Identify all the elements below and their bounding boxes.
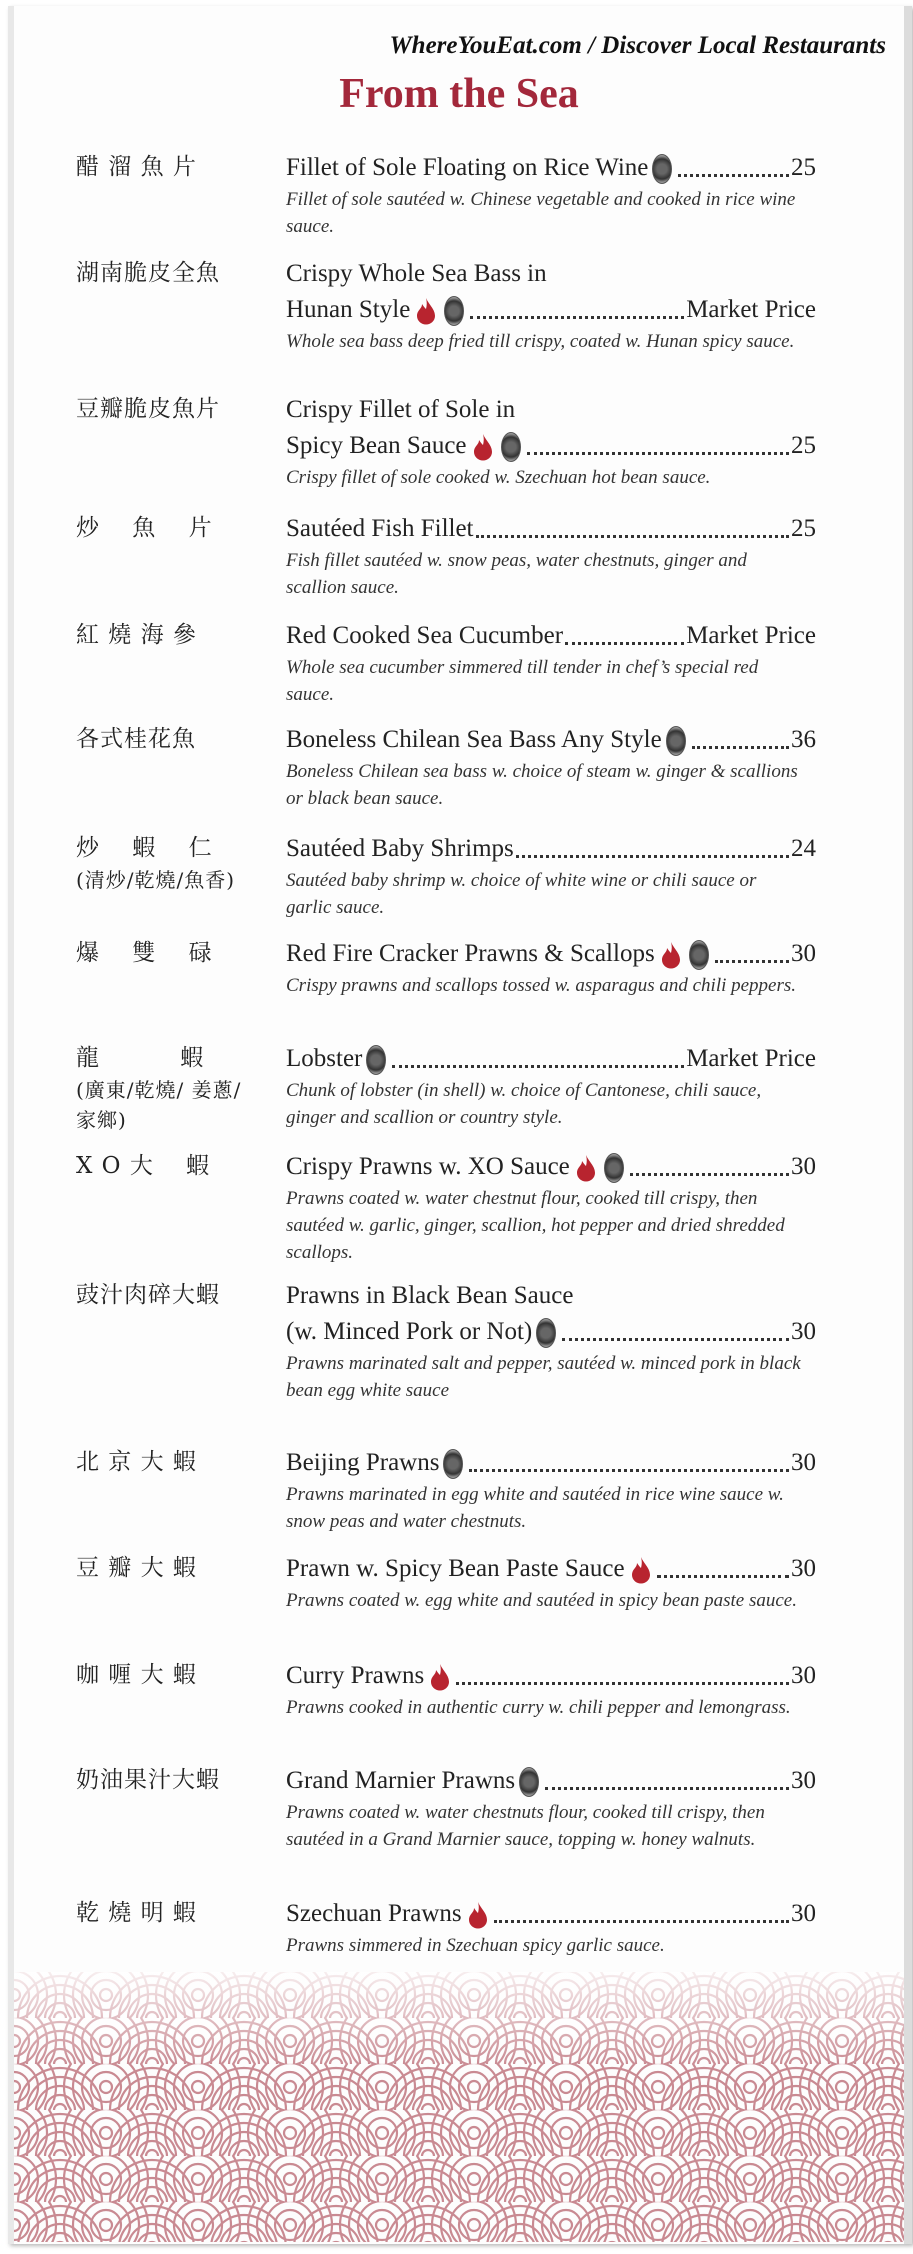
item-name-line [286,618,816,654]
site-banner: WhereYouEat.com / Discover Local Restaurants [389,32,886,59]
item-name: (w. Minced Pork or Not) [286,1318,533,1345]
item-name: Crispy Prawns w. XO Sauce [286,1153,570,1180]
item-chinese-name [76,256,261,290]
item-name: Sautéed Fish Fillet [286,515,474,542]
item-chinese-name [76,1896,261,1930]
item-english [286,1658,816,1721]
chili-spicy-icon [576,1154,596,1182]
item-name: Lobster [286,1045,363,1072]
dot-leader [545,1787,789,1790]
item-english [286,511,816,601]
item-name: Beijing Prawns [286,1449,440,1476]
item-description: Whole sea cucumber simmered till tender in chef’s special red sauce. [286,657,759,705]
item-name-line [286,1149,816,1185]
chinese-name: 豆 瓣 大 蝦 [76,1555,197,1581]
dot-leader [630,1173,789,1176]
item-chinese-name [76,392,261,426]
item-chinese-name [76,1763,261,1797]
chinese-name: 咖 喱 大 蝦 [76,1662,197,1688]
dot-leader [470,316,684,319]
item-english [286,1445,816,1535]
item-price: Market Price [686,1045,816,1072]
item-name-line [286,292,816,328]
item-chinese-name [76,1445,261,1479]
chef-special-seal-icon [666,726,686,756]
section-title: From the Sea [339,71,579,117]
item-price: 36 [791,726,816,753]
chef-special-seal-icon [689,940,709,970]
chef-special-seal-icon [519,1767,539,1797]
chef-special-seal-icon [536,1318,556,1348]
chinese-name: 紅 燒 海 參 [76,622,197,648]
chinese-name: 北 京 大 蝦 [76,1449,197,1475]
item-english [286,722,816,812]
item-name-line [286,1041,816,1077]
chinese-name: X O 大 蝦 [76,1153,211,1179]
item-price: 25 [791,432,816,459]
item-english [286,1896,816,1959]
item-description: Prawns cooked in authentic curry w. chili pepper and lemongrass. [286,1697,791,1718]
dot-leader [476,535,790,538]
chili-spicy-icon [661,941,681,969]
item-name: Hunan Style [286,296,411,323]
wave-pattern-decoration [14,1972,904,2242]
menu-page [8,6,912,2244]
dot-leader [565,642,684,645]
item-description: Whole sea bass deep fried till crispy, coated w. Hunan spicy sauce. [286,331,795,352]
item-english [286,1763,816,1853]
item-price: 30 [791,1662,816,1689]
item-name-line [286,511,816,547]
item-name-line [286,256,816,292]
item-name: Boneless Chilean Sea Bass Any Style [286,726,662,753]
chinese-name: 奶油果汁大蝦 [76,1767,220,1793]
item-name-line [286,1278,816,1314]
chinese-name: 醋 溜 魚 片 [76,154,197,180]
chili-spicy-icon [631,1556,651,1584]
chinese-name: 炒 魚 片 [76,515,213,541]
item-chinese-name [76,618,261,652]
item-chinese-name [76,150,261,184]
chef-special-seal-icon [366,1045,386,1075]
chili-spicy-icon [430,1663,450,1691]
item-name-line [286,1658,816,1694]
item-english [286,1278,816,1404]
dot-leader [527,452,789,455]
dot-leader [392,1065,684,1068]
item-english [286,1551,816,1614]
item-name-line [286,1445,816,1481]
item-description: Chunk of lobster (in shell) w. choice of Cantonese, chili sauce, ginger and scallion or country style. [286,1080,762,1128]
item-chinese-name [76,831,261,895]
item-english [286,1041,816,1131]
chili-spicy-icon [473,433,493,461]
item-price: 30 [791,1767,816,1794]
item-chinese-name [76,722,261,756]
item-price: 30 [791,1318,816,1345]
dot-leader [678,174,789,177]
item-name-line [286,1551,816,1587]
item-price: 30 [791,1900,816,1927]
item-price: Market Price [686,622,816,649]
item-description: Fish fillet sautéed w. snow peas, water chestnuts, ginger and scallion sauce. [286,550,747,598]
item-chinese-name [76,936,261,970]
item-name: Red Cooked Sea Cucumber [286,622,564,649]
item-name-line [286,392,816,428]
chinese-name: 爆 雙 碌 [76,940,213,966]
item-name-line [286,428,816,464]
item-name: Sautéed Baby Shrimps [286,835,514,862]
chinese-name: 湖南脆皮全魚 [76,260,220,286]
item-name: Szechuan Prawns [286,1900,462,1927]
item-chinese-name [76,1278,261,1312]
item-name: Spicy Bean Sauce [286,432,467,459]
item-description: Prawns marinated salt and pepper, sautéed w. minced pork in black bean egg white sauce [286,1353,801,1401]
chinese-name: 乾 燒 明 蝦 [76,1900,197,1926]
item-description: Prawns coated w. water chestnut flour, cooked till crispy, then sautéed w. garlic, ginger, scallion, hot pepper and dried shredded scallops. [286,1188,785,1263]
item-description: Crispy prawns and scallops tossed w. asparagus and chili peppers. [286,975,797,996]
chinese-name: 豉汁肉碎大蝦 [76,1282,220,1308]
item-name: Curry Prawns [286,1662,425,1689]
dot-leader [456,1682,789,1685]
chinese-name: 龍 蝦 [76,1045,205,1071]
item-price: 30 [791,1449,816,1476]
dot-leader [516,855,789,858]
item-english [286,831,816,921]
item-name-line [286,831,816,867]
item-chinese-name [76,1551,261,1585]
dot-leader [657,1575,789,1578]
item-description: Prawns coated w. water chestnuts flour, cooked till crispy, then sautéed in a Grand Marnier sauce, topping w. honey walnuts. [286,1802,765,1850]
chef-special-seal-icon [444,296,464,326]
item-price: 25 [791,515,816,542]
item-name: Fillet of Sole Floating on Rice Wine [286,154,649,181]
item-description: Prawns coated w. egg white and sautéed in spicy bean paste sauce. [286,1590,797,1611]
dot-leader [494,1920,789,1923]
dot-leader [562,1338,789,1341]
chinese-variants: (廣東/乾燒/ 姜蔥/家鄉) [76,1078,242,1132]
item-name: Crispy Fillet of Sole in [286,396,516,423]
item-name: Prawn w. Spicy Bean Paste Sauce [286,1555,625,1582]
item-chinese-name [76,1041,261,1135]
item-name-line [286,150,816,186]
item-price: 30 [791,940,816,967]
item-price: 24 [791,835,816,862]
item-name-line [286,1314,816,1350]
chef-special-seal-icon [443,1449,463,1479]
item-name-line [286,1896,816,1932]
item-description: Crispy fillet of sole cooked w. Szechuan hot bean sauce. [286,467,711,488]
chef-special-seal-icon [652,154,672,184]
chinese-name: 炒 蝦 仁 [76,835,213,861]
item-price: 25 [791,154,816,181]
item-description: Sautéed baby shrimp w. choice of white wine or chili sauce or garlic sauce. [286,870,757,918]
item-chinese-name [76,511,261,545]
chef-special-seal-icon [501,432,521,462]
item-name-line [286,1763,816,1799]
item-name: Grand Marnier Prawns [286,1767,516,1794]
item-chinese-name [76,1149,261,1183]
item-name-line [286,722,816,758]
item-english [286,392,816,491]
chili-spicy-icon [468,1901,488,1929]
chef-special-seal-icon [604,1153,624,1183]
item-name: Crispy Whole Sea Bass in [286,260,547,287]
item-english [286,256,816,355]
item-english [286,936,816,999]
item-english [286,618,816,708]
item-price: Market Price [686,296,816,323]
item-description: Boneless Chilean sea bass w. choice of steam w. ginger & scallions or black bean sauce. [286,761,798,809]
chinese-name: 各式桂花魚 [76,726,196,752]
item-description: Fillet of sole sautéed w. Chinese vegetable and cooked in rice wine sauce. [286,189,796,237]
item-name-line [286,936,816,972]
item-chinese-name [76,1658,261,1692]
chinese-variants: (清炒/乾燒/魚香) [76,868,236,892]
item-name: Prawns in Black Bean Sauce [286,1282,574,1309]
item-description: Prawns marinated in egg white and sautéed in rice wine sauce w. snow peas and water chestnuts. [286,1484,784,1532]
item-price: 30 [791,1555,816,1582]
dot-leader [692,746,789,749]
dot-leader [715,960,789,963]
chili-spicy-icon [416,297,436,325]
item-english [286,150,816,240]
item-description: Prawns simmered in Szechuan spicy garlic sauce. [286,1935,665,1956]
dot-leader [469,1469,789,1472]
chinese-name: 豆瓣脆皮魚片 [76,396,220,422]
item-name: Red Fire Cracker Prawns & Scallops [286,940,655,967]
item-price: 30 [791,1153,816,1180]
item-english [286,1149,816,1266]
